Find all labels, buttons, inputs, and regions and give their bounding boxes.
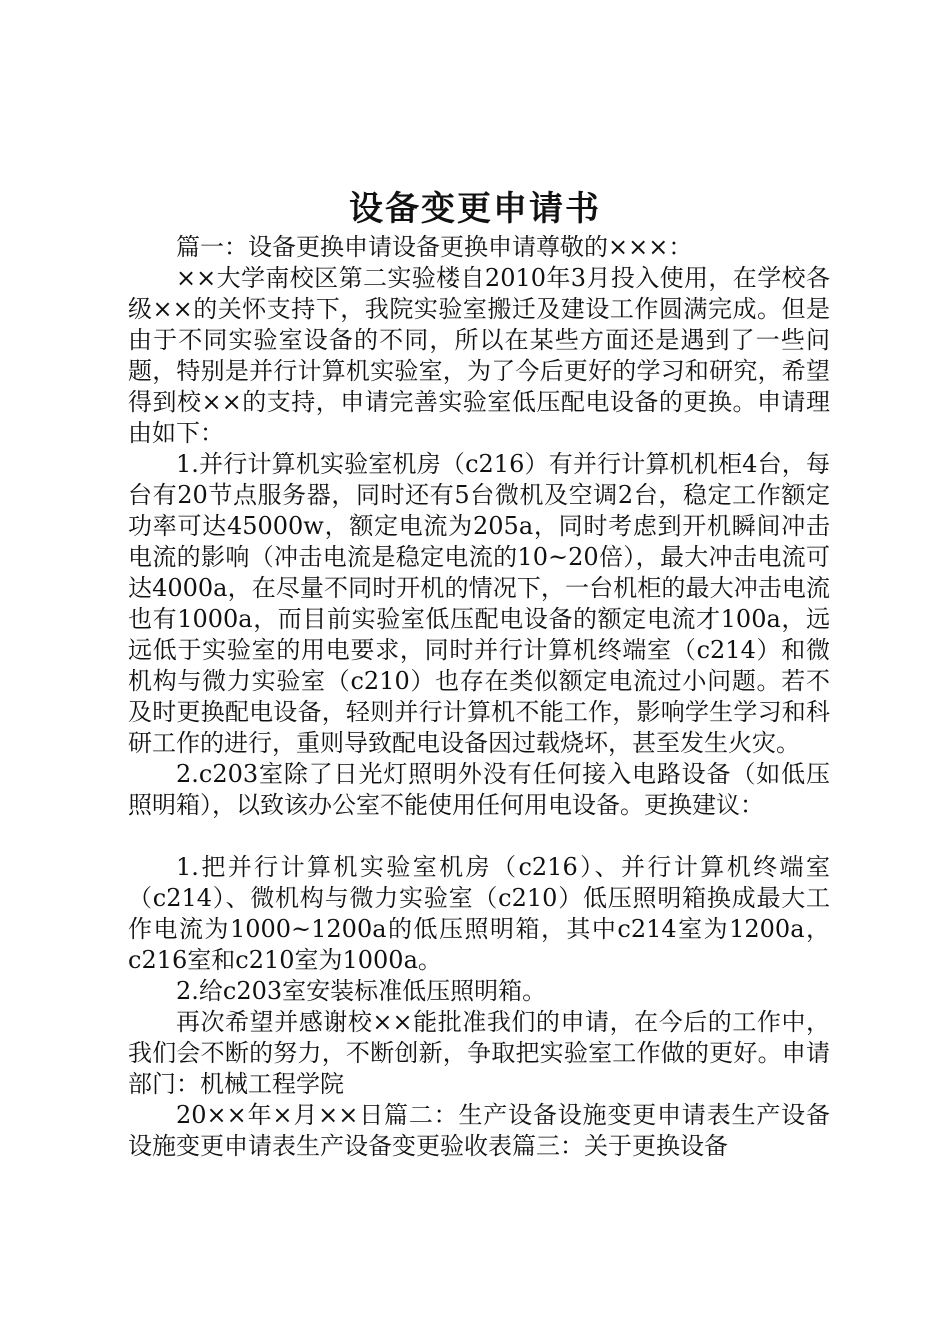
document-body [128,232,830,1162]
paragraph-background: ××大学南校区第二实验楼自2010年3月投入使用，在学校各级××的关怀支持下，我院实验室搬迁及建设工作圆满完成。但是由于不同实验室设备的不同，所以在某些方面还是遇到了一些问题，特别是并行计算机实验室，为了今后更好的学习和研究，希望得到校××的支持，申请完善实验室低压配电设备的更换。申请理由如下： [128,264,830,447]
paragraph-suggestion-2: 2.给c203室安装标准低压照明箱。 [176,977,547,1005]
paragraph-spacer [128,821,830,852]
paragraph-closing: 再次希望并感谢校××能批准我们的申请，在今后的工作中，我们会不断的努力，不断创新，争取把实验室工作做的更好。申请部门：机械工程学院 [128,1008,830,1098]
paragraph-reason-1: 1.并行计算机实验室机房（c216）有并行计算机机柜4台，每台有20节点服务器，同时还有5台微机及空调2台，稳定工作额定功率可达45000w，额定电流为205a，同时考虑到开机瞬间冲击电流的影响（冲击电流是稳定电流的10~20倍），最大冲击电流可达4000a，在尽量不同时开机的情况下，一台机柜的最大冲击电流也有1000a，而目前实验室低压配电设备的额定电流才100a，远远低于实验室的用电要求，同时并行计算机终端室（c214）和微机构与微力实验室（c210）也存在类似额定电流过小问题。若不及时更换配电设备，轻则并行计算机不能工作，影响学生学习和科研工作的进行，重则导致配电设备因过载烧坏，甚至发生火灾。 [128,450,830,757]
paragraph-reason-2: 2.c203室除了日光灯照明外没有任何接入电路设备（如低压照明箱），以致该办公室不能使用任何用电设备。更换建议： [128,760,830,819]
paragraph-date-and-more: 20××年×月××日篇二：生产设备设施变更申请表生产设备设施变更申请表生产设备变更验收表篇三：关于更换设备 [128,1101,830,1160]
document-title: 设备变更申请书 [349,189,601,229]
paragraph-suggestion-1: 1.把并行计算机实验室机房（c216）、并行计算机终端室（c214）、微机构与微力实验室（c210）低压照明箱换成最大工作电流为1000~1200a的低压照明箱，其中c214室为1200a，c216室和c210室为1000a。 [128,853,830,974]
paragraph-intro: 篇一：设备更换申请设备更换申请尊敬的×××： [176,233,693,261]
